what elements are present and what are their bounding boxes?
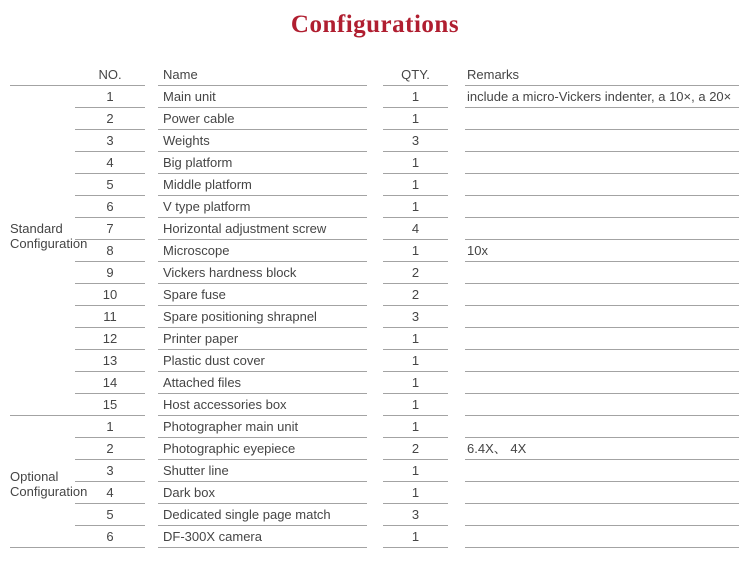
cell-name: Microscope xyxy=(158,240,367,262)
cell-qty: 4 xyxy=(383,218,448,240)
column-gap xyxy=(367,372,383,394)
column-gap xyxy=(448,350,465,372)
cell-qty: 1 xyxy=(383,328,448,350)
column-gap xyxy=(448,416,465,438)
cell-no: 1 xyxy=(75,416,145,438)
column-gap xyxy=(448,152,465,174)
cell-remarks xyxy=(465,350,739,372)
cell-remarks: 6.4X、 4X xyxy=(465,438,739,460)
column-gap xyxy=(448,130,465,152)
cell-remarks xyxy=(465,328,739,350)
table-row xyxy=(10,460,739,482)
cell-remarks xyxy=(465,262,739,284)
cell-name: Printer paper xyxy=(158,328,367,350)
cell-remarks xyxy=(465,504,739,526)
col-header-name: Name xyxy=(158,64,367,86)
cell-qty: 1 xyxy=(383,460,448,482)
column-gap xyxy=(367,240,383,262)
column-gap xyxy=(145,504,158,526)
column-gap xyxy=(145,284,158,306)
cell-name: Spare fuse xyxy=(158,284,367,306)
cell-name: Big platform xyxy=(158,152,367,174)
cell-no: 10 xyxy=(75,284,145,306)
column-gap xyxy=(145,526,158,548)
column-gap xyxy=(367,438,383,460)
row-label-spacer xyxy=(10,86,75,108)
column-gap xyxy=(367,284,383,306)
table-row xyxy=(10,416,739,438)
cell-qty: 1 xyxy=(383,174,448,196)
cell-no: 4 xyxy=(75,482,145,504)
cell-qty: 2 xyxy=(383,262,448,284)
column-gap xyxy=(145,372,158,394)
row-label-spacer xyxy=(10,504,75,526)
col-header-remarks: Remarks xyxy=(465,64,739,86)
cell-no: 13 xyxy=(75,350,145,372)
table-row xyxy=(10,372,739,394)
cell-remarks xyxy=(465,196,739,218)
column-gap xyxy=(145,482,158,504)
column-gap xyxy=(145,64,158,86)
col-header-qty: QTY. xyxy=(383,64,448,86)
cell-remarks xyxy=(465,218,739,240)
cell-name: DF-300X camera xyxy=(158,526,367,548)
cell-qty: 1 xyxy=(383,526,448,548)
row-label-spacer xyxy=(10,416,75,438)
table-row xyxy=(10,130,739,152)
column-gap xyxy=(448,262,465,284)
table-row xyxy=(10,240,739,262)
table-body xyxy=(10,86,739,548)
row-label-spacer xyxy=(10,350,75,372)
column-gap xyxy=(145,196,158,218)
table-row xyxy=(10,438,739,460)
column-gap xyxy=(367,416,383,438)
column-gap xyxy=(367,152,383,174)
configurations-table xyxy=(10,64,739,548)
column-gap xyxy=(448,64,465,86)
table-row xyxy=(10,350,739,372)
column-gap xyxy=(367,218,383,240)
column-gap xyxy=(367,460,383,482)
column-gap xyxy=(448,196,465,218)
row-label-spacer xyxy=(10,130,75,152)
column-gap xyxy=(448,174,465,196)
column-gap xyxy=(367,526,383,548)
col-header-no: NO. xyxy=(75,64,145,86)
table-row xyxy=(10,108,739,130)
cell-name: Vickers hardness block xyxy=(158,262,367,284)
cell-no: 15 xyxy=(75,394,145,416)
column-gap xyxy=(448,218,465,240)
cell-no: 3 xyxy=(75,130,145,152)
column-gap xyxy=(145,328,158,350)
header-label-spacer xyxy=(10,64,75,86)
column-gap xyxy=(145,152,158,174)
row-label-spacer xyxy=(10,372,75,394)
column-gap xyxy=(448,460,465,482)
column-gap xyxy=(367,306,383,328)
cell-qty: 2 xyxy=(383,284,448,306)
cell-remarks: include a micro-Vickers indenter, a 10×, a 20× xyxy=(465,86,739,108)
column-gap xyxy=(367,350,383,372)
cell-no: 5 xyxy=(75,504,145,526)
cell-no: 14 xyxy=(75,372,145,394)
table-row xyxy=(10,262,739,284)
row-label-spacer xyxy=(10,108,75,130)
row-label-spacer xyxy=(10,196,75,218)
column-gap xyxy=(145,438,158,460)
cell-no: 2 xyxy=(75,438,145,460)
cell-no: 4 xyxy=(75,152,145,174)
column-gap xyxy=(367,504,383,526)
table-row xyxy=(10,218,739,240)
cell-no: 1 xyxy=(75,86,145,108)
cell-name: Attached files xyxy=(158,372,367,394)
column-gap xyxy=(367,130,383,152)
cell-no: 5 xyxy=(75,174,145,196)
column-gap xyxy=(448,328,465,350)
cell-remarks xyxy=(465,372,739,394)
cell-qty: 3 xyxy=(383,504,448,526)
cell-qty: 1 xyxy=(383,416,448,438)
section-label-optional: Optional Configuration xyxy=(10,469,88,499)
column-gap xyxy=(448,284,465,306)
cell-name: Middle platform xyxy=(158,174,367,196)
table-header-row xyxy=(10,64,739,86)
column-gap xyxy=(448,86,465,108)
cell-name: Plastic dust cover xyxy=(158,350,367,372)
column-gap xyxy=(448,240,465,262)
row-label-spacer xyxy=(10,438,75,460)
cell-remarks xyxy=(465,152,739,174)
row-label-spacer xyxy=(10,262,75,284)
cell-remarks: 10x xyxy=(465,240,739,262)
cell-no: 6 xyxy=(75,196,145,218)
cell-remarks xyxy=(465,174,739,196)
cell-qty: 1 xyxy=(383,394,448,416)
column-gap xyxy=(145,416,158,438)
column-gap xyxy=(145,306,158,328)
row-label-spacer xyxy=(10,394,75,416)
cell-no: 3 xyxy=(75,460,145,482)
column-gap xyxy=(448,108,465,130)
table-row xyxy=(10,394,739,416)
column-gap xyxy=(448,372,465,394)
column-gap xyxy=(145,108,158,130)
cell-name: Host accessories box xyxy=(158,394,367,416)
column-gap xyxy=(367,86,383,108)
row-label-spacer xyxy=(10,306,75,328)
section-label-standard: Standard Configuration xyxy=(10,221,88,251)
column-gap xyxy=(448,504,465,526)
cell-no: 8 xyxy=(75,240,145,262)
cell-no: 7 xyxy=(75,218,145,240)
cell-qty: 1 xyxy=(383,350,448,372)
cell-name: Photographic eyepiece xyxy=(158,438,367,460)
cell-qty: 3 xyxy=(383,306,448,328)
cell-qty: 1 xyxy=(383,152,448,174)
column-gap xyxy=(448,438,465,460)
row-label-spacer xyxy=(10,284,75,306)
column-gap xyxy=(367,482,383,504)
column-gap xyxy=(367,64,383,86)
cell-name: Photographer main unit xyxy=(158,416,367,438)
cell-name: V type platform xyxy=(158,196,367,218)
cell-qty: 1 xyxy=(383,86,448,108)
row-label-spacer xyxy=(10,174,75,196)
cell-qty: 1 xyxy=(383,108,448,130)
column-gap xyxy=(448,306,465,328)
cell-qty: 2 xyxy=(383,438,448,460)
table-row xyxy=(10,196,739,218)
cell-remarks xyxy=(465,460,739,482)
cell-remarks xyxy=(465,416,739,438)
cell-remarks xyxy=(465,284,739,306)
column-gap xyxy=(145,262,158,284)
table-row xyxy=(10,152,739,174)
column-gap xyxy=(145,394,158,416)
cell-qty: 1 xyxy=(383,240,448,262)
cell-qty: 3 xyxy=(383,130,448,152)
table-row xyxy=(10,504,739,526)
column-gap xyxy=(145,218,158,240)
cell-name: Spare positioning shrapnel xyxy=(158,306,367,328)
cell-name: Weights xyxy=(158,130,367,152)
cell-remarks xyxy=(465,108,739,130)
table-row xyxy=(10,328,739,350)
cell-name: Shutter line xyxy=(158,460,367,482)
row-label-spacer xyxy=(10,526,75,548)
column-gap xyxy=(448,526,465,548)
cell-remarks xyxy=(465,306,739,328)
row-label-spacer xyxy=(10,152,75,174)
cell-no: 11 xyxy=(75,306,145,328)
cell-name: Horizontal adjustment screw xyxy=(158,218,367,240)
column-gap xyxy=(145,350,158,372)
column-gap xyxy=(145,460,158,482)
cell-qty: 1 xyxy=(383,196,448,218)
column-gap xyxy=(145,240,158,262)
column-gap xyxy=(367,262,383,284)
cell-no: 12 xyxy=(75,328,145,350)
cell-name: Dark box xyxy=(158,482,367,504)
column-gap xyxy=(367,394,383,416)
table-row xyxy=(10,482,739,504)
cell-qty: 1 xyxy=(383,372,448,394)
table-row xyxy=(10,306,739,328)
column-gap xyxy=(145,174,158,196)
cell-remarks xyxy=(465,482,739,504)
cell-remarks xyxy=(465,130,739,152)
table-row xyxy=(10,174,739,196)
column-gap xyxy=(448,482,465,504)
cell-name: Dedicated single page match xyxy=(158,504,367,526)
cell-no: 2 xyxy=(75,108,145,130)
cell-no: 6 xyxy=(75,526,145,548)
cell-no: 9 xyxy=(75,262,145,284)
row-label-spacer xyxy=(10,328,75,350)
cell-name: Main unit xyxy=(158,86,367,108)
cell-remarks xyxy=(465,526,739,548)
table-row xyxy=(10,86,739,108)
cell-remarks xyxy=(465,394,739,416)
column-gap xyxy=(367,174,383,196)
table-row xyxy=(10,284,739,306)
column-gap xyxy=(367,196,383,218)
column-gap xyxy=(145,130,158,152)
cell-qty: 1 xyxy=(383,482,448,504)
table-row xyxy=(10,526,739,548)
column-gap xyxy=(145,86,158,108)
column-gap xyxy=(367,108,383,130)
page-title: Configurations xyxy=(290,11,460,38)
cell-name: Power cable xyxy=(158,108,367,130)
column-gap xyxy=(448,394,465,416)
column-gap xyxy=(367,328,383,350)
